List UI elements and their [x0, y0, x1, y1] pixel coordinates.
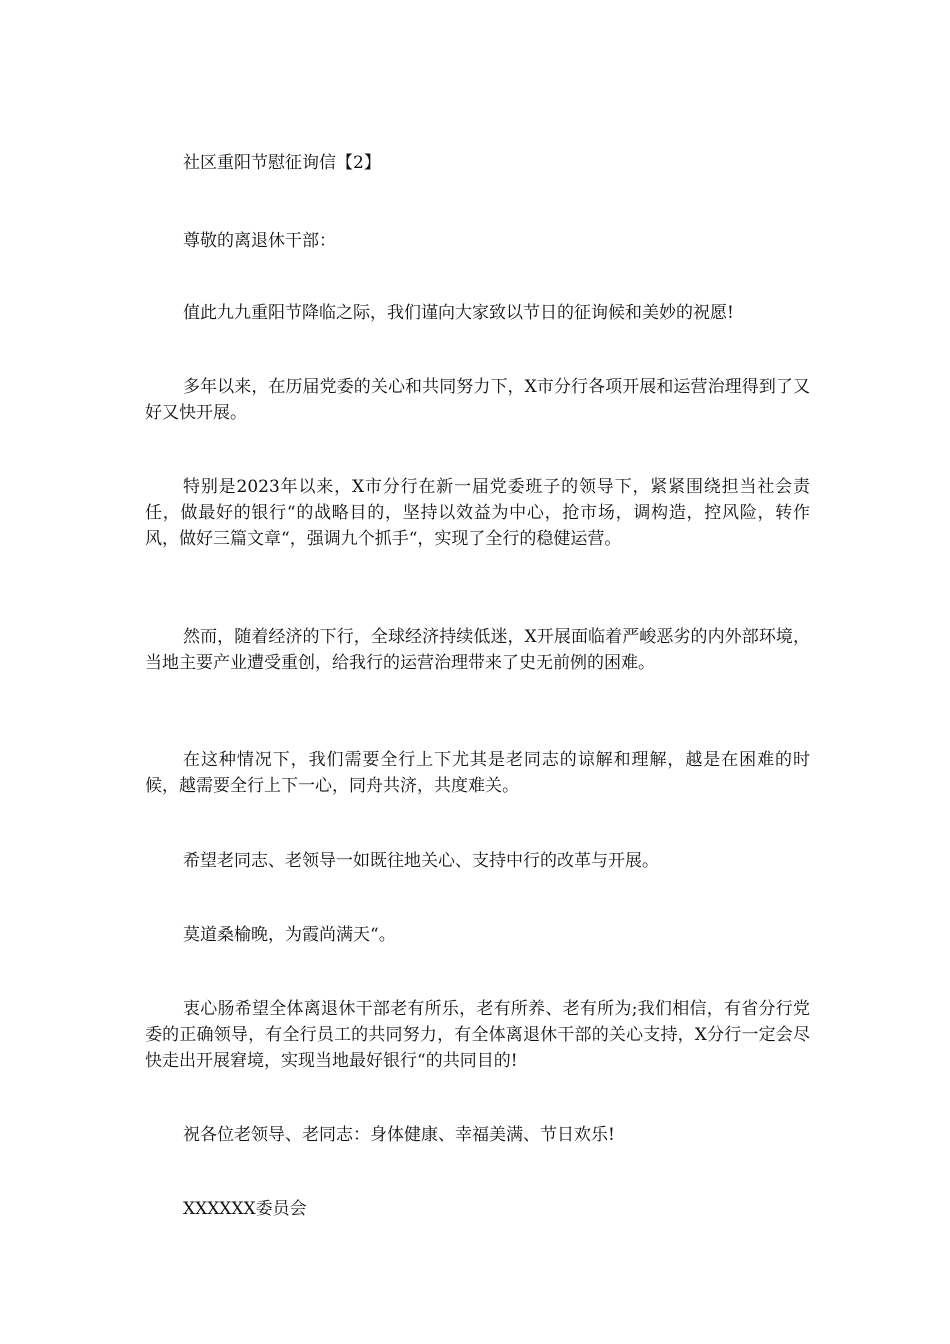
salutation: 尊敬的离退休干部：: [183, 231, 336, 251]
paragraph-history: 多年以来，在历届党委的关心和共同努力下，X市分行各项开展和运营治理得到了又好又快开展。: [145, 377, 810, 423]
paragraph-difficulties: 然而，随着经济的下行，全球经济持续低迷，X开展面临着严峻恶劣的内外部环境，当地主要产业遭受重创，给我行的运营治理带来了史无前例的困难。: [145, 627, 810, 673]
signature: XXXXXX委员会: [183, 1199, 307, 1219]
paragraph-wishes: 衷心肠希望全体离退休干部老有所乐，老有所养、老有所为;我们相信，有省分行党委的正确领导，有全行员工的共同努力，有全体离退休干部的关心支持，X分行一定会尽快走出开展窘境，实现当地最好银行“的共同目的!: [145, 999, 810, 1071]
paragraph-achievements: 特别是2023年以来，X市分行在新一届党委班子的领导下，紧紧围绕担当社会责任，做最好的银行“的战略目的，坚持以效益为中心，抢市场，调构造，控风险，转作风，做好三篇文章“，强调九个抓手“，实现了全行的稳健运营。: [145, 477, 810, 549]
paragraph-hope: 希望老同志、老领导一如既往地关心、支持中行的改革与开展。: [183, 851, 659, 871]
paragraph-understanding: 在这种情况下，我们需要全行上下尤其是老同志的谅解和理解，越是在困难的时候，越需要全行上下一心，同舟共济，共度难关。: [145, 750, 810, 796]
paragraph-blessing: 祝各位老领导、老同志：身体健康、幸福美满、节日欢乐!: [183, 1125, 615, 1145]
paragraph-quote: 莫道桑榆晚，为霞尚满天“。: [183, 925, 396, 945]
document-title: 社区重阳节慰征询信【2】: [183, 153, 381, 173]
paragraph-greeting: 值此九九重阳节降临之际，我们谨向大家致以节日的征询候和美妙的祝愿!: [183, 303, 734, 323]
